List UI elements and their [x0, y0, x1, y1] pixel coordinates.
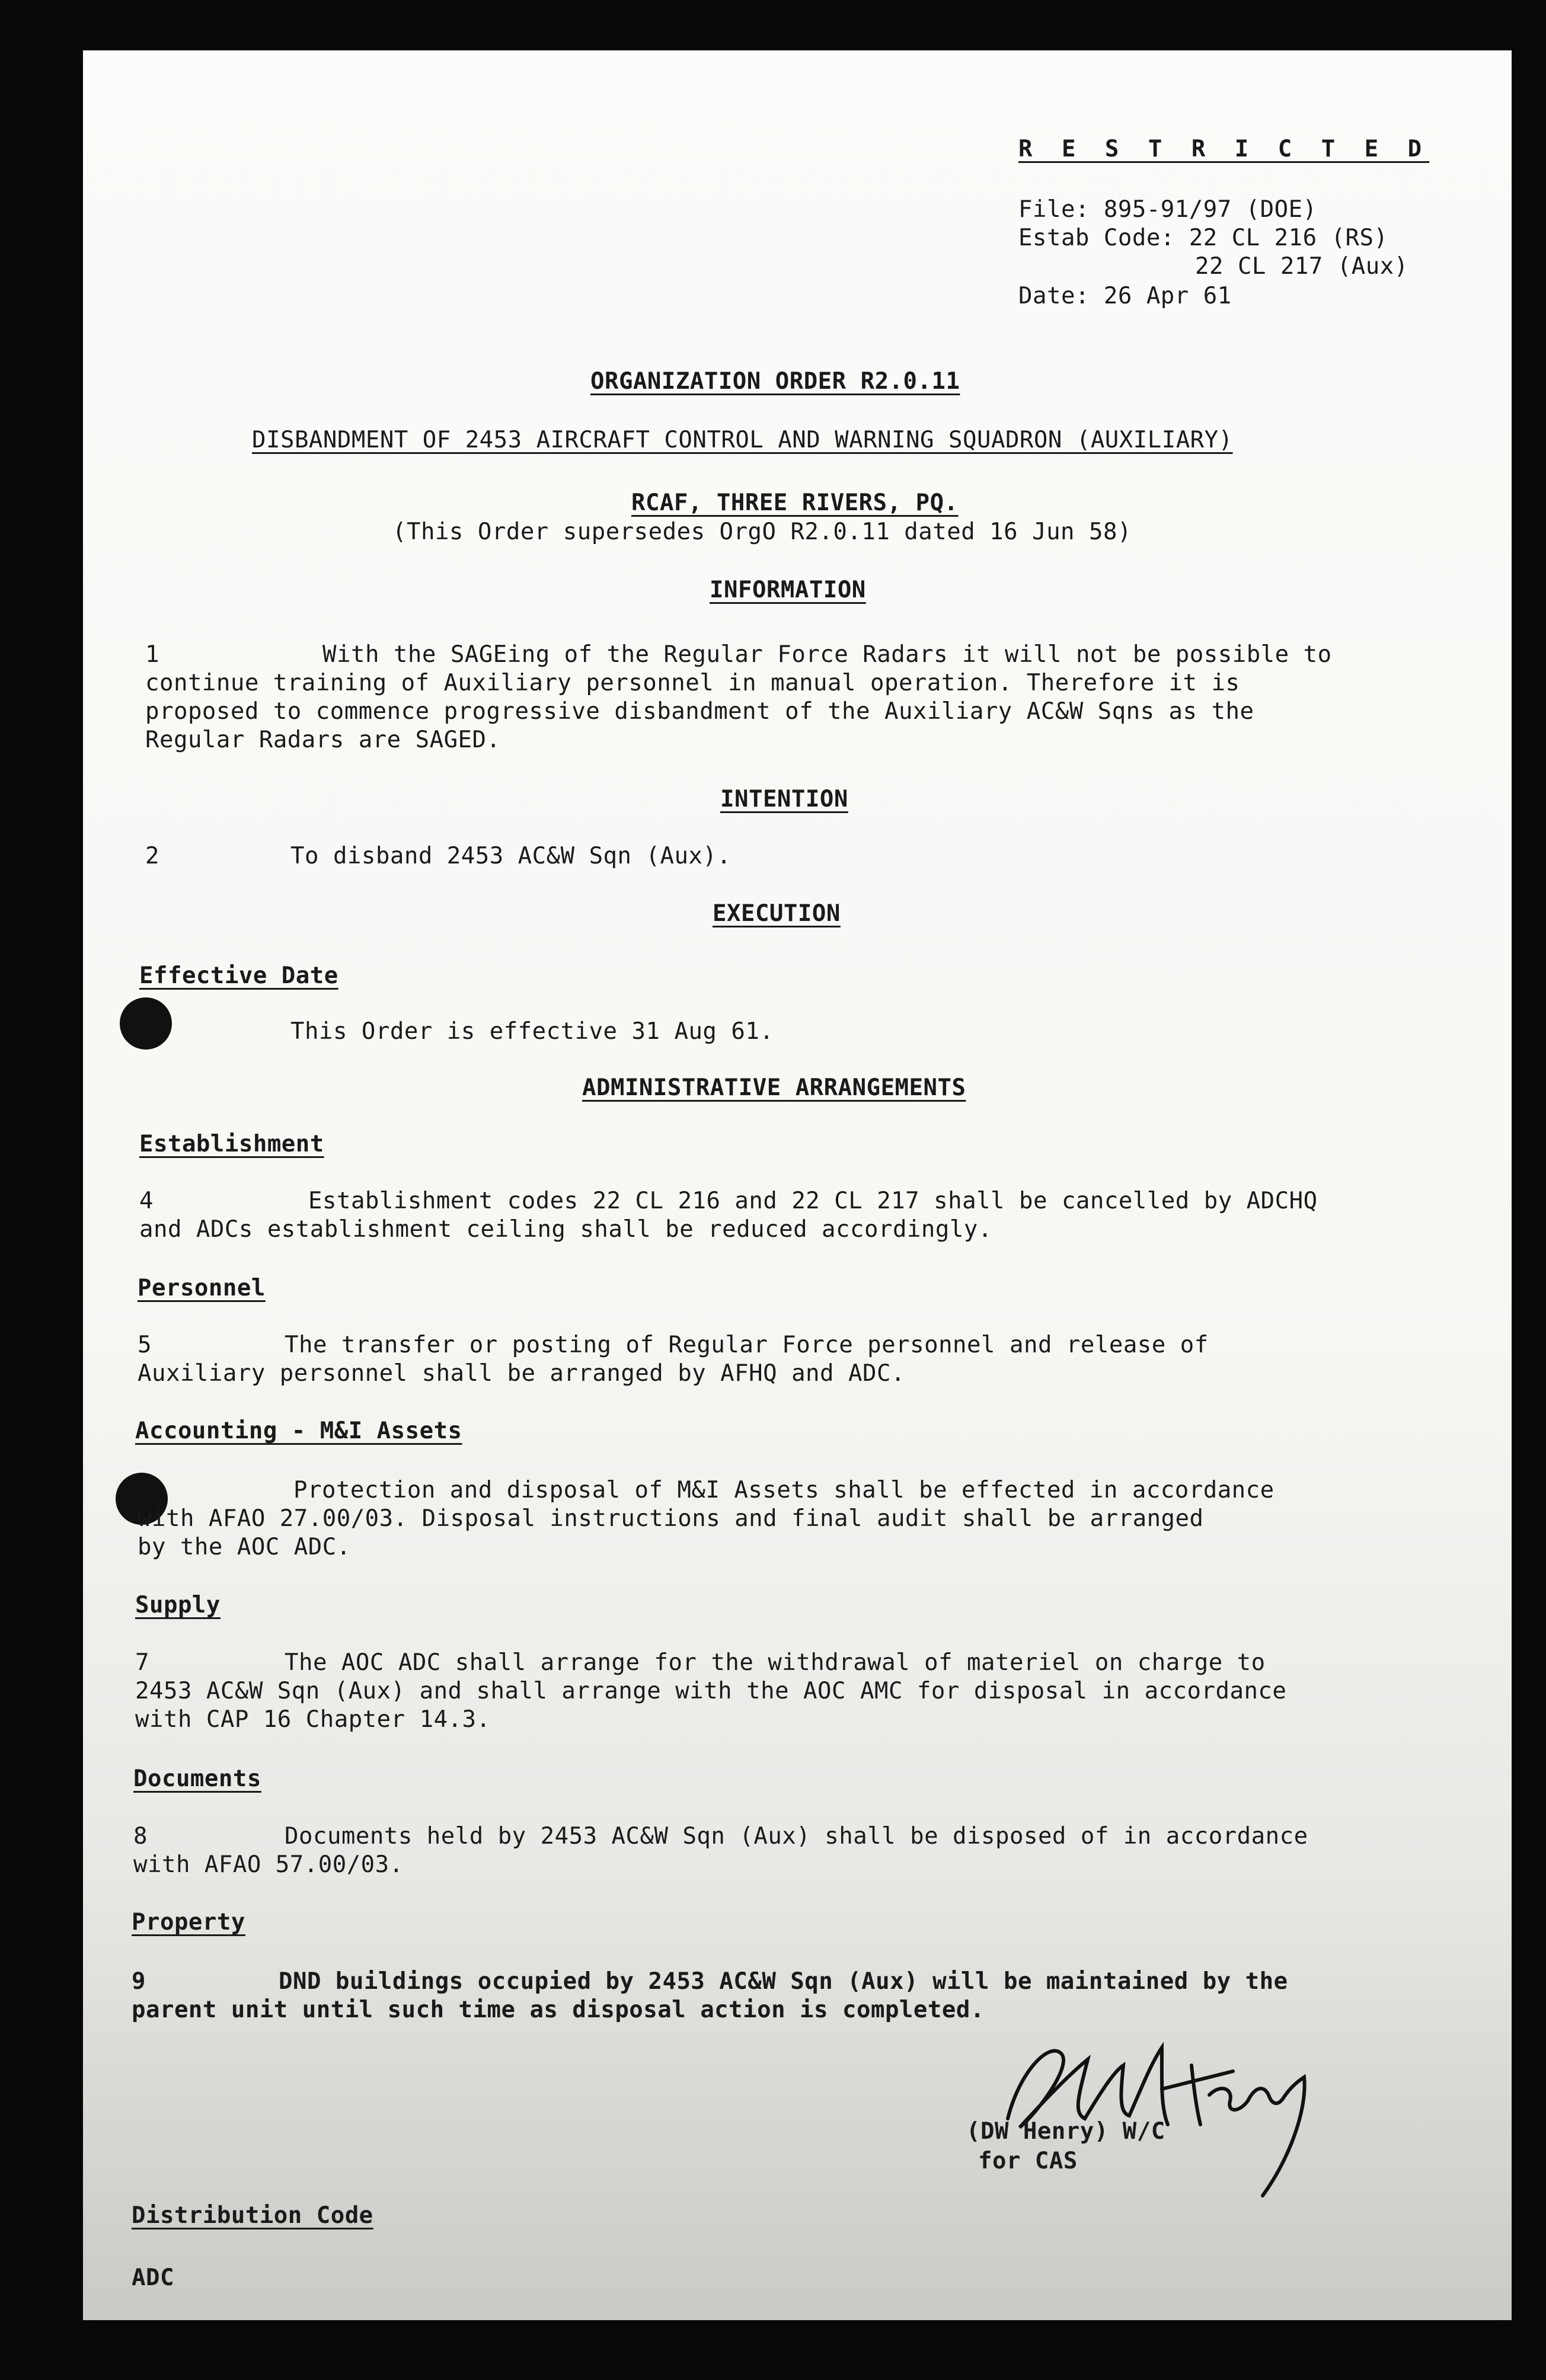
- estab-code-line-1: Estab Code: 22 CL 216 (RS): [1018, 225, 1388, 251]
- subheading-documents: Documents: [133, 1765, 261, 1792]
- paragraph-line: 2453 AC&W Sqn (Aux) and shall arrange with the AOC AMC for disposal in accordance: [135, 1678, 1287, 1704]
- order-date: Date: 26 Apr 61: [1018, 283, 1232, 309]
- paragraph-number: 8: [133, 1823, 148, 1850]
- paragraph-line: With the SAGEing of the Regular Force Radars it will not be possible to: [322, 641, 1332, 668]
- paragraph-line: Regular Radars are SAGED.: [145, 727, 501, 753]
- paragraph-line: DND buildings occupied by 2453 AC&W Sqn (Aux) will be maintained by the: [279, 1968, 1288, 1995]
- paragraph-line: with AFAO 27.00/03. Disposal instructions and final audit shall be arranged: [138, 1505, 1204, 1532]
- paragraph-text: To disband 2453 AC&W Sqn (Aux).: [290, 843, 732, 869]
- paragraph-number: 4: [139, 1188, 154, 1214]
- paragraph-line: Auxiliary personnel shall be arranged by AFHQ and ADC.: [138, 1360, 905, 1387]
- handwritten-signature: [984, 2000, 1399, 2213]
- paragraph-line: with AFAO 57.00/03.: [133, 1851, 404, 1878]
- section-heading-administrative: ADMINISTRATIVE ARRANGEMENTS: [582, 1074, 966, 1101]
- paragraph-line: Establishment codes 22 CL 216 and 22 CL 217 shall be cancelled by ADCHQ: [308, 1188, 1318, 1214]
- paragraph-line: with CAP 16 Chapter 14.3.: [135, 1706, 491, 1733]
- section-heading-execution: EXECUTION: [713, 900, 841, 927]
- document-title: ORGANIZATION ORDER R2.0.11: [590, 368, 960, 395]
- distribution-code: ADC: [132, 2264, 174, 2291]
- paragraph-line: parent unit until such time as disposal action is completed.: [132, 1997, 985, 2023]
- punch-hole: [120, 997, 172, 1050]
- unit-location: RCAF, THREE RIVERS, PQ.: [631, 490, 959, 516]
- paragraph-line: Documents held by 2453 AC&W Sqn (Aux) shall be disposed of in accordance: [285, 1823, 1308, 1850]
- signatory-name: (DW Henry) W/C: [966, 2118, 1165, 2145]
- classification-marking: R E S T R I C T E D: [1018, 136, 1430, 162]
- paragraph-line: Protection and disposal of M&I Assets shall be effected in accordance: [293, 1477, 1275, 1504]
- paragraph-text: This Order is effective 31 Aug 61.: [290, 1018, 774, 1045]
- paragraph-number: 9: [132, 1968, 146, 1995]
- paragraph-line: The AOC ADC shall arrange for the withdrawal of materiel on charge to: [285, 1649, 1266, 1676]
- paragraph-line: and ADCs establishment ceiling shall be reduced accordingly.: [139, 1216, 992, 1243]
- document-page: [83, 50, 1512, 2320]
- section-heading-intention: INTENTION: [720, 786, 848, 812]
- paragraph-number: 1: [145, 641, 159, 668]
- paragraph-number: 7: [135, 1649, 149, 1676]
- subheading-distribution: Distribution Code: [132, 2202, 373, 2229]
- section-heading-information: INFORMATION: [710, 577, 866, 603]
- subheading-personnel: Personnel: [138, 1275, 266, 1301]
- paragraph-line: continue training of Auxiliary personnel in manual operation. Therefore it is: [145, 670, 1240, 696]
- file-reference: File: 895-91/97 (DOE): [1018, 196, 1317, 223]
- paragraph-line: by the AOC ADC.: [138, 1534, 351, 1560]
- subheading-supply: Supply: [135, 1592, 221, 1618]
- subheading-property: Property: [132, 1909, 245, 1936]
- subheading-establishment: Establishment: [139, 1131, 324, 1157]
- estab-code-line-2: 22 CL 217 (Aux): [1195, 253, 1408, 280]
- paragraph-number: 5: [138, 1332, 152, 1358]
- subheading-effective-date: Effective Date: [139, 962, 338, 989]
- paragraph-line: proposed to commence progressive disbandment of the Auxiliary AC&W Sqns as the: [145, 698, 1254, 725]
- document-subtitle: DISBANDMENT OF 2453 AIRCRAFT CONTROL AND WARNING SQUADRON (AUXILIARY): [252, 427, 1233, 453]
- paragraph-number: 2: [145, 843, 159, 869]
- supersedes-note: (This Order supersedes OrgO R2.0.11 dated 16 Jun 58): [392, 519, 1132, 545]
- paragraph-line: The transfer or posting of Regular Force personnel and release of: [285, 1332, 1209, 1358]
- signatory-authority: for CAS: [978, 2148, 1078, 2174]
- subheading-accounting: Accounting - M&I Assets: [135, 1418, 462, 1444]
